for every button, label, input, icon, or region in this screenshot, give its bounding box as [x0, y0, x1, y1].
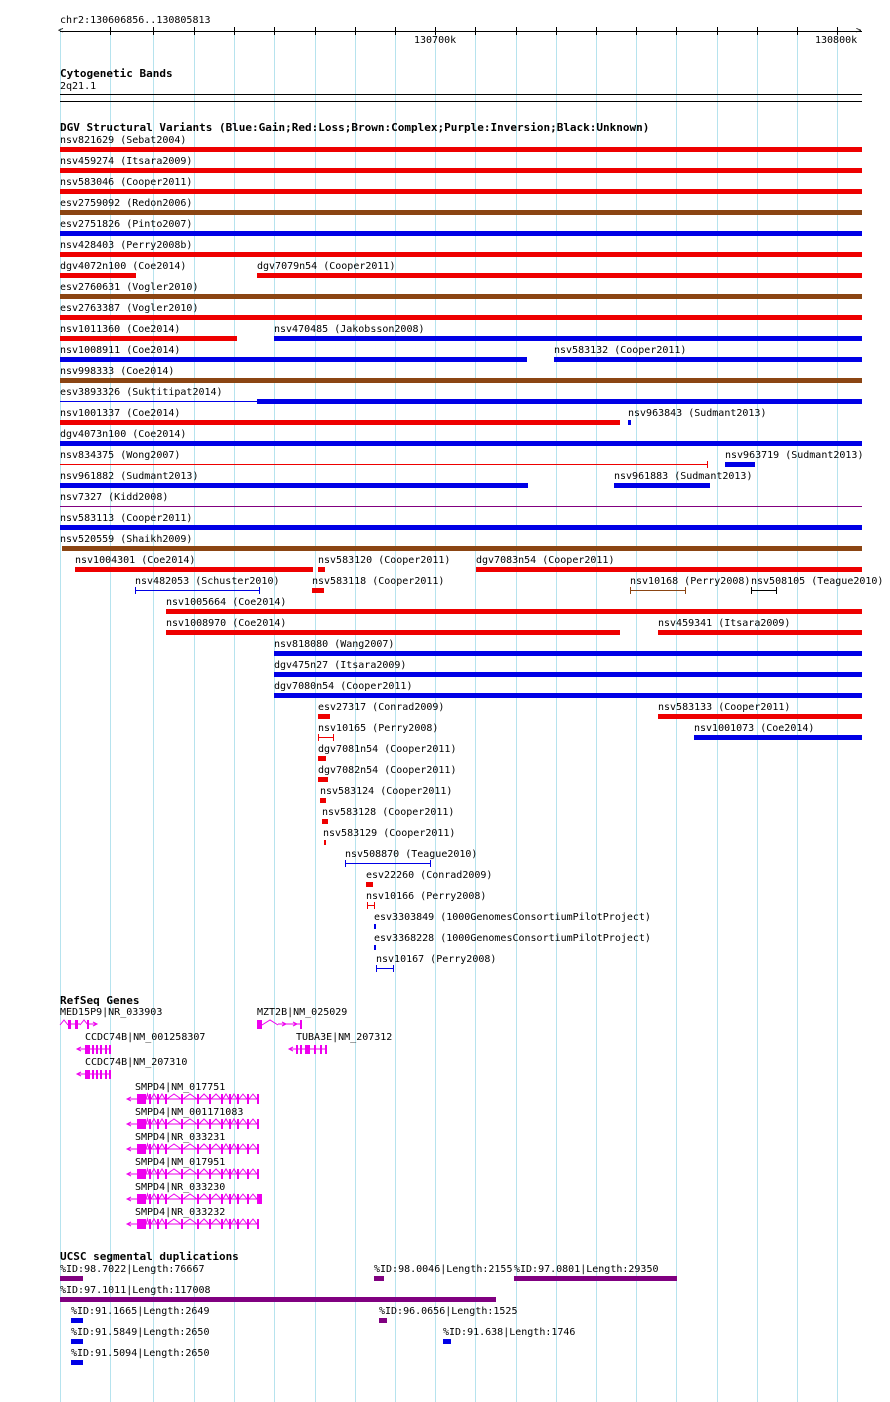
feature-label[interactable]: nsv508105 (Teague2010)	[751, 576, 884, 587]
gene-model-smpd4	[127, 1094, 259, 1104]
feature-label[interactable]: nsv1005664 (Coe2014)	[166, 597, 287, 608]
feature-label[interactable]: nsv520559 (Shaikh2009)	[60, 534, 193, 545]
feature-label[interactable]: esv3368228 (1000GenomesConsortiumPilotProject)	[374, 933, 651, 944]
feature-label[interactable]: nsv834375 (Wong2007)	[60, 450, 181, 461]
segdup-bar[interactable]	[514, 1276, 677, 1281]
feature-label[interactable]: nsv482053 (Schuster2010)	[135, 576, 280, 587]
segdup-bar[interactable]	[60, 1297, 496, 1302]
ruler-tick-label: 130700k	[414, 35, 457, 46]
feature-label[interactable]: dgv7080n54 (Cooper2011)	[274, 681, 413, 692]
segdup-bar[interactable]	[71, 1339, 83, 1344]
segdup-bar[interactable]	[60, 1276, 83, 1281]
gene-model-smpd4	[127, 1144, 259, 1154]
track-title: UCSC segmental duplications	[60, 1250, 239, 1263]
feature-label[interactable]: nsv459274 (Itsara2009)	[60, 156, 193, 167]
feature-label[interactable]: nsv583129 (Cooper2011)	[323, 828, 456, 839]
segdup-label[interactable]: %ID:91.1665|Length:2649	[71, 1306, 210, 1317]
feature-label[interactable]: nsv1011360 (Coe2014)	[60, 324, 181, 335]
gene-label[interactable]: SMPD4|NR_033232	[135, 1207, 226, 1218]
track-title: Cytogenetic Bands	[60, 67, 173, 80]
segdup-label[interactable]: %ID:91.5094|Length:2650	[71, 1348, 210, 1359]
gene-label[interactable]: MED15P9|NR_033903	[60, 1007, 163, 1018]
segdup-bar[interactable]	[443, 1339, 451, 1344]
feature-label[interactable]: dgv4073n100 (Coe2014)	[60, 429, 187, 440]
gene-model-smpd4	[127, 1194, 262, 1204]
feature-label[interactable]: nsv10167 (Perry2008)	[376, 954, 497, 965]
feature-label[interactable]: esv2759092 (Redon2006)	[60, 198, 193, 209]
feature-label[interactable]: nsv963719 (Sudmant2013)	[725, 450, 864, 461]
segdup-label[interactable]: %ID:98.7022|Length:76667	[60, 1264, 205, 1275]
feature-label[interactable]: nsv583118 (Cooper2011)	[312, 576, 445, 587]
feature-label[interactable]: dgv7079n54 (Cooper2011)	[257, 261, 396, 272]
feature-label[interactable]: nsv1004301 (Coe2014)	[75, 555, 196, 566]
feature-label[interactable]: nsv459341 (Itsara2009)	[658, 618, 791, 629]
feature-label[interactable]: nsv583046 (Cooper2011)	[60, 177, 193, 188]
feature-label[interactable]: nsv470485 (Jakobsson2008)	[274, 324, 425, 335]
ruler-tick-label: 130800k	[815, 35, 858, 46]
feature-label[interactable]: esv2760631 (Vogler2010)	[60, 282, 199, 293]
feature-label[interactable]: nsv961883 (Sudmant2013)	[614, 471, 753, 482]
feature-label[interactable]: nsv10168 (Perry2008)	[630, 576, 751, 587]
segdup-label[interactable]: %ID:91.638|Length:1746	[443, 1327, 576, 1338]
feature-label[interactable]: dgv7081n54 (Cooper2011)	[318, 744, 457, 755]
feature-label[interactable]: nsv998333 (Coe2014)	[60, 366, 175, 377]
gene-label[interactable]: SMPD4|NR_033231	[135, 1132, 226, 1143]
gene-model-ccdc74b-2	[77, 1070, 111, 1079]
feature-label[interactable]: nsv1008911 (Coe2014)	[60, 345, 181, 356]
feature-label[interactable]: nsv583113 (Cooper2011)	[60, 513, 193, 524]
feature-label[interactable]: nsv963843 (Sudmant2013)	[628, 408, 767, 419]
feature-label[interactable]: nsv961882 (Sudmant2013)	[60, 471, 199, 482]
location-label: chr2:130606856..130805813	[60, 15, 211, 26]
feature-label[interactable]: dgv475n27 (Itsara2009)	[274, 660, 407, 671]
feature-label[interactable]: nsv1001337 (Coe2014)	[60, 408, 181, 419]
segdup-label[interactable]: %ID:97.1011|Length:117008	[60, 1285, 211, 1296]
gene-model-mzt2b	[257, 1020, 302, 1029]
gene-model-smpd4	[127, 1219, 259, 1229]
feature-label[interactable]: nsv7327 (Kidd2008)	[60, 492, 169, 503]
feature-label[interactable]: nsv583120 (Cooper2011)	[318, 555, 451, 566]
feature-label[interactable]: nsv10165 (Perry2008)	[318, 723, 439, 734]
gene-label[interactable]: CCDC74B|NM_001258307	[85, 1032, 206, 1043]
feature-label[interactable]: esv3303849 (1000GenomesConsortiumPilotProject)	[374, 912, 651, 923]
ruler-arrow-left: <	[58, 26, 64, 36]
gene-label[interactable]: SMPD4|NM_001171083	[135, 1107, 244, 1118]
feature-label[interactable]: esv22260 (Conrad2009)	[366, 870, 493, 881]
gene-model-med15p9	[60, 1020, 97, 1029]
segdup-label[interactable]: %ID:96.0656|Length:1525	[379, 1306, 518, 1317]
feature-label[interactable]: nsv508870 (Teague2010)	[345, 849, 478, 860]
track-title: DGV Structural Variants (Blue:Gain;Red:Loss;Brown:Complex;Purple:Inversion;Black:Unknown)	[60, 121, 650, 134]
gene-label[interactable]: SMPD4|NM_017951	[135, 1157, 226, 1168]
feature-label[interactable]: esv2763387 (Vogler2010)	[60, 303, 199, 314]
gene-label[interactable]: SMPD4|NR_033230	[135, 1182, 226, 1193]
feature-label[interactable]: nsv821629 (Sebat2004)	[60, 135, 187, 146]
gene-label[interactable]: SMPD4|NM_017751	[135, 1082, 226, 1093]
feature-label[interactable]: nsv583128 (Cooper2011)	[322, 807, 455, 818]
track-title: RefSeq Genes	[60, 994, 140, 1007]
segdup-bar[interactable]	[374, 1276, 384, 1281]
segdup-bar[interactable]	[71, 1360, 83, 1365]
segdup-label[interactable]: %ID:91.5849|Length:2650	[71, 1327, 210, 1338]
feature-label[interactable]: nsv10166 (Perry2008)	[366, 891, 487, 902]
feature-label[interactable]: nsv583133 (Cooper2011)	[658, 702, 791, 713]
feature-label[interactable]: dgv7082n54 (Cooper2011)	[318, 765, 457, 776]
segdup-bar[interactable]	[379, 1318, 387, 1323]
gene-label[interactable]: TUBA3E|NM_207312	[296, 1032, 393, 1043]
feature-label[interactable]: nsv1008970 (Coe2014)	[166, 618, 287, 629]
segdup-label[interactable]: %ID:98.0046|Length:2155	[374, 1264, 513, 1275]
feature-label[interactable]: nsv818080 (Wang2007)	[274, 639, 395, 650]
segdup-bar[interactable]	[71, 1318, 83, 1323]
feature-label[interactable]: esv3893326 (Suktitipat2014)	[60, 387, 223, 398]
gene-model-smpd4	[127, 1119, 259, 1129]
feature-label[interactable]: nsv428403 (Perry2008b)	[60, 240, 193, 251]
cytoband-label[interactable]: 2q21.1	[60, 81, 97, 92]
feature-label[interactable]: nsv583124 (Cooper2011)	[320, 786, 453, 797]
feature-label[interactable]: esv27317 (Conrad2009)	[318, 702, 445, 713]
feature-label[interactable]: nsv1001073 (Coe2014)	[694, 723, 815, 734]
gene-model-tuba3e	[289, 1045, 327, 1054]
segdup-label[interactable]: %ID:97.0801|Length:29350	[514, 1264, 659, 1275]
gene-label[interactable]: CCDC74B|NM_207310	[85, 1057, 188, 1068]
feature-label[interactable]: dgv7083n54 (Cooper2011)	[476, 555, 615, 566]
gene-model-ccdc74b-1	[77, 1045, 111, 1054]
feature-label[interactable]: dgv4072n100 (Coe2014)	[60, 261, 187, 272]
ruler-arrow-right: >	[856, 26, 862, 36]
feature-label[interactable]: nsv583132 (Cooper2011)	[554, 345, 687, 356]
gene-label[interactable]: MZT2B|NM_025029	[257, 1007, 348, 1018]
feature-label[interactable]: esv2751826 (Pinto2007)	[60, 219, 193, 230]
gene-model-smpd4	[127, 1169, 259, 1179]
